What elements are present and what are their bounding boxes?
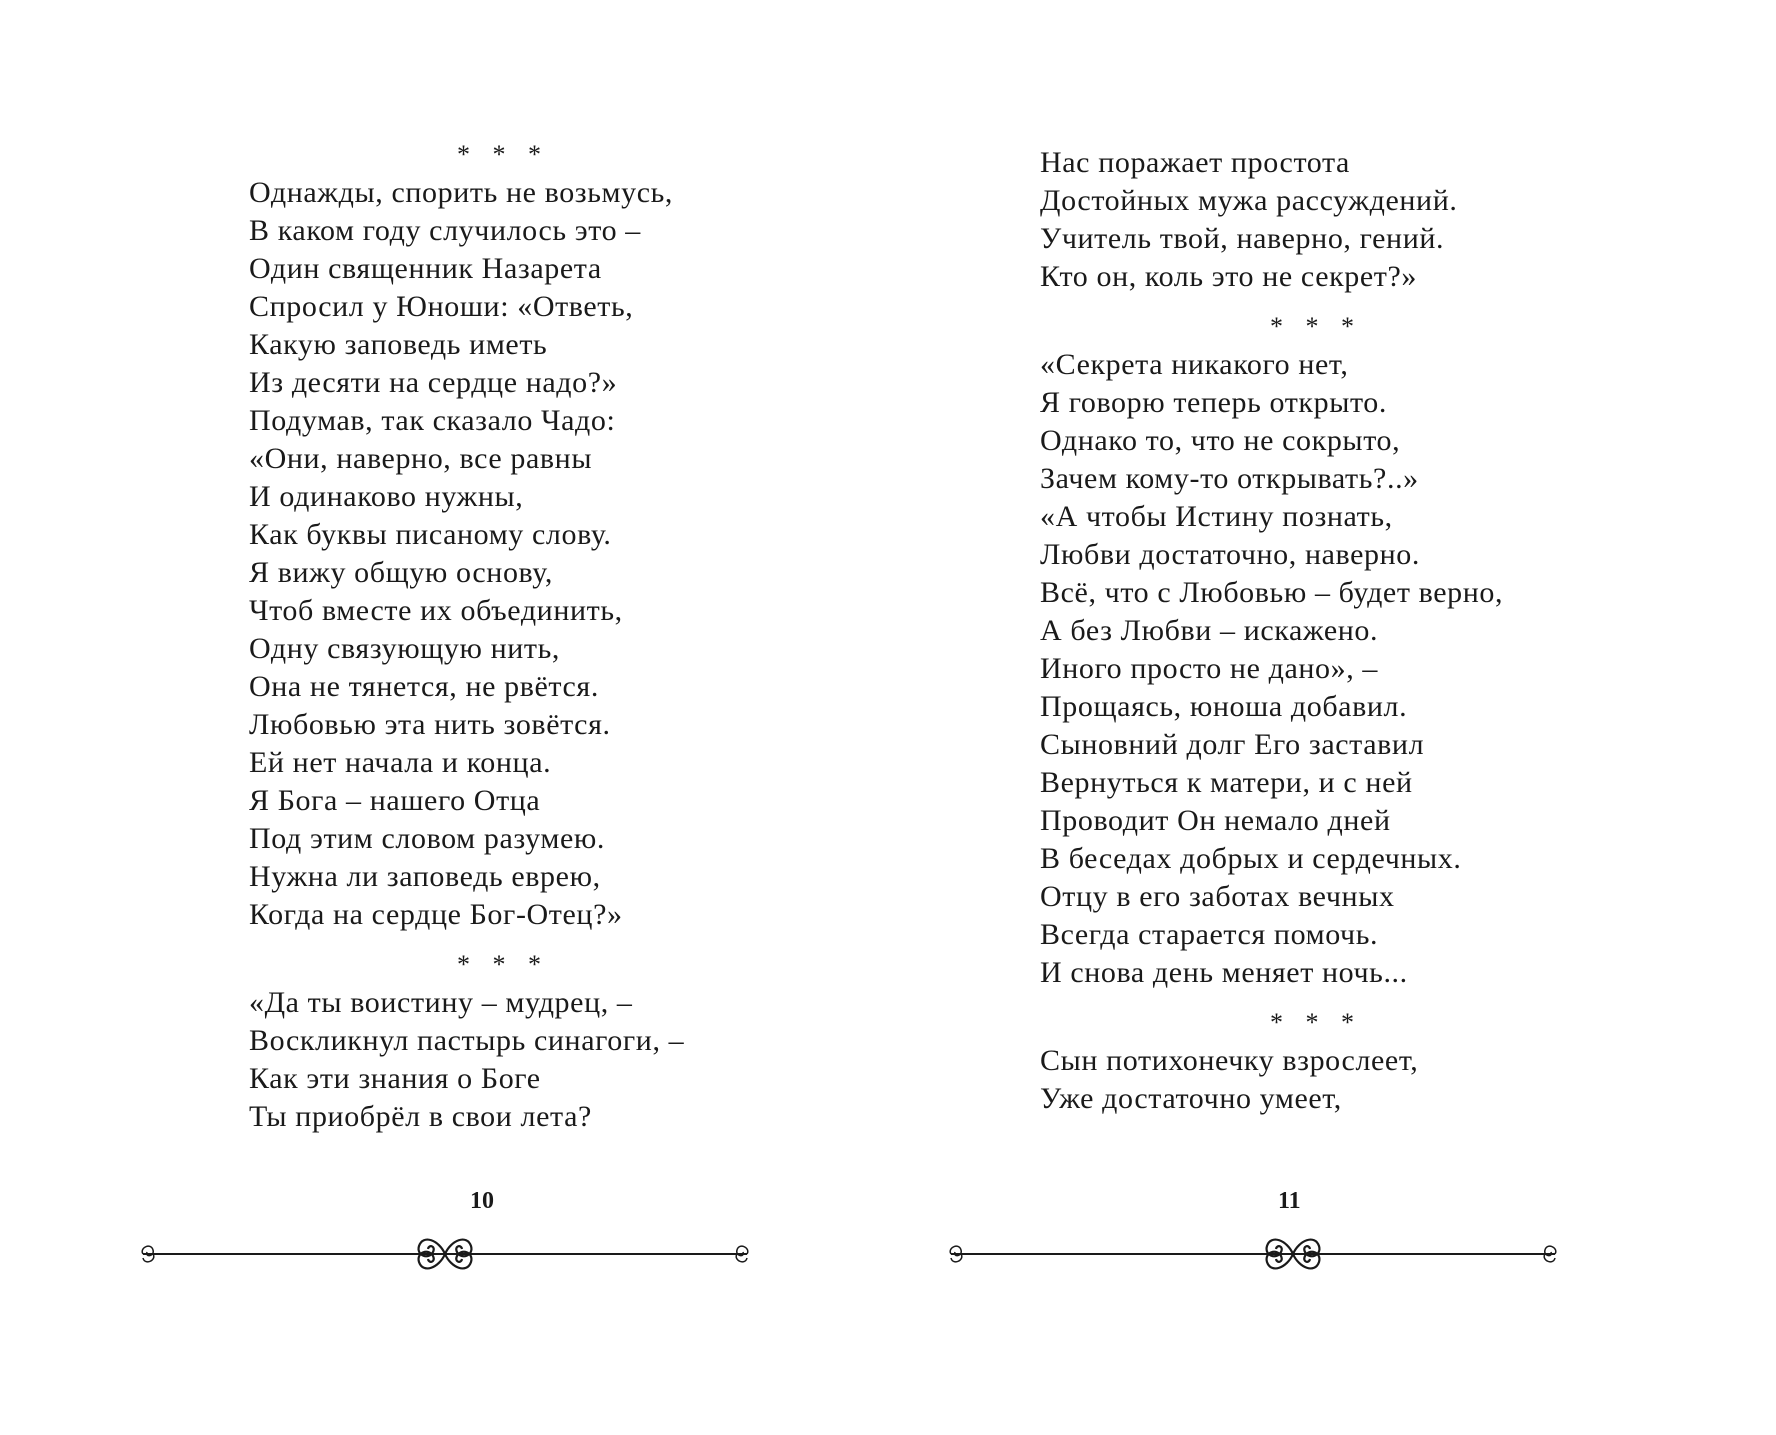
- poem-line: Однажды, спорить не возьмусь,: [249, 176, 674, 209]
- poem-line: Нужна ли заповедь еврею,: [249, 860, 601, 893]
- poem-line: Подумав, так сказало Чадо:: [249, 404, 616, 437]
- poem-line: Я Бога – нашего Отца: [249, 784, 541, 817]
- stanza-separator: * * *: [1270, 1008, 1362, 1037]
- stanza-separator: * * *: [1270, 312, 1362, 341]
- stanza-gap: [1040, 992, 1503, 1004]
- poem-line: Сын потихонечку взрослеет,: [1040, 1044, 1419, 1077]
- poem-line: Любовью эта нить зовётся.: [249, 708, 611, 741]
- poem-line: И одинаково нужны,: [249, 480, 524, 513]
- poem-line: Зачем кому-то открывать?..»: [1040, 462, 1419, 495]
- stanza-separator: * * *: [457, 950, 549, 979]
- poem-line: Достойных мужа рассуждений.: [1040, 184, 1458, 217]
- poem-line: Сыновний долг Его заставил: [1040, 728, 1425, 761]
- page-number: 11: [1278, 1188, 1301, 1214]
- stanza-separator: * * *: [457, 140, 549, 169]
- poem-line: Спросил у Юноши: «Ответь,: [249, 290, 634, 323]
- ornament-divider: [135, 1226, 755, 1282]
- poem-line: Когда на сердце Бог-Отец?»: [249, 898, 623, 931]
- page-right: [888, 0, 1776, 1435]
- page-number: 10: [470, 1188, 494, 1214]
- poem-line: Любви достаточно, наверно.: [1040, 538, 1420, 571]
- poem-line: И снова день меняет ночь...: [1040, 956, 1408, 989]
- poem-line: Она не тянется, не рвётся.: [249, 670, 599, 703]
- poem-line: В каком году случилось это –: [249, 214, 641, 247]
- poem-line: Из десяти на сердце надо?»: [249, 366, 618, 399]
- poem-line: Проводит Он немало дней: [1040, 804, 1391, 837]
- poem-line: Под этим словом разумею.: [249, 822, 606, 855]
- poem-line: Чтоб вместе их объединить,: [249, 594, 623, 627]
- poem-line: Иного просто не дано», –: [1040, 652, 1379, 685]
- poem-line: «Они, наверно, все равны: [249, 442, 593, 475]
- poem-text: [1040, 144, 1503, 1118]
- poem-line: Однако то, что не сокрыто,: [1040, 424, 1401, 457]
- poem-line: «Секрета никакого нет,: [1040, 348, 1349, 381]
- poem-line: Как буквы писаному слову.: [249, 518, 612, 551]
- poem-line: Всегда старается помочь.: [1040, 918, 1379, 951]
- poem-line: Одну связующую нить,: [249, 632, 561, 665]
- poem-line: Воскликнул пастырь синагоги, –: [249, 1024, 685, 1057]
- poem-line: Как эти знания о Боге: [249, 1062, 541, 1095]
- poem-line: Один священник Назарета: [249, 252, 602, 285]
- poem-line: Какую заповедь иметь: [249, 328, 548, 361]
- stanza-gap: [249, 934, 684, 946]
- poem-text: [249, 136, 684, 1136]
- poem-line: Ей нет начала и конца.: [249, 746, 552, 779]
- poem-line: Нас поражает простота: [1040, 146, 1350, 179]
- poem-line: «А чтобы Истину познать,: [1040, 500, 1393, 533]
- poem-line: В беседах добрых и сердечных.: [1040, 842, 1462, 875]
- poem-line: Отцу в его заботах вечных: [1040, 880, 1395, 913]
- ornament-divider: [943, 1226, 1563, 1282]
- poem-line: Кто он, коль это не секрет?»: [1040, 260, 1418, 293]
- poem-line: Всё, что с Любовью – будет верно,: [1040, 576, 1504, 609]
- poem-line: Уже достаточно умеет,: [1040, 1082, 1342, 1115]
- poem-line: А без Любви – искажено.: [1040, 614, 1379, 647]
- poem-line: Я вижу общую основу,: [249, 556, 553, 589]
- poem-line: Учитель твой, наверно, гений.: [1040, 222, 1445, 255]
- poem-line: Вернуться к матери, и с ней: [1040, 766, 1413, 799]
- stanza-gap: [1040, 296, 1503, 308]
- poem-line: Прощаясь, юноша добавил.: [1040, 690, 1408, 723]
- poem-line: Ты приобрёл в свои лета?: [249, 1100, 592, 1133]
- poem-line: Я говорю теперь открыто.: [1040, 386, 1387, 419]
- poem-line: «Да ты воистину – мудрец, –: [249, 986, 633, 1019]
